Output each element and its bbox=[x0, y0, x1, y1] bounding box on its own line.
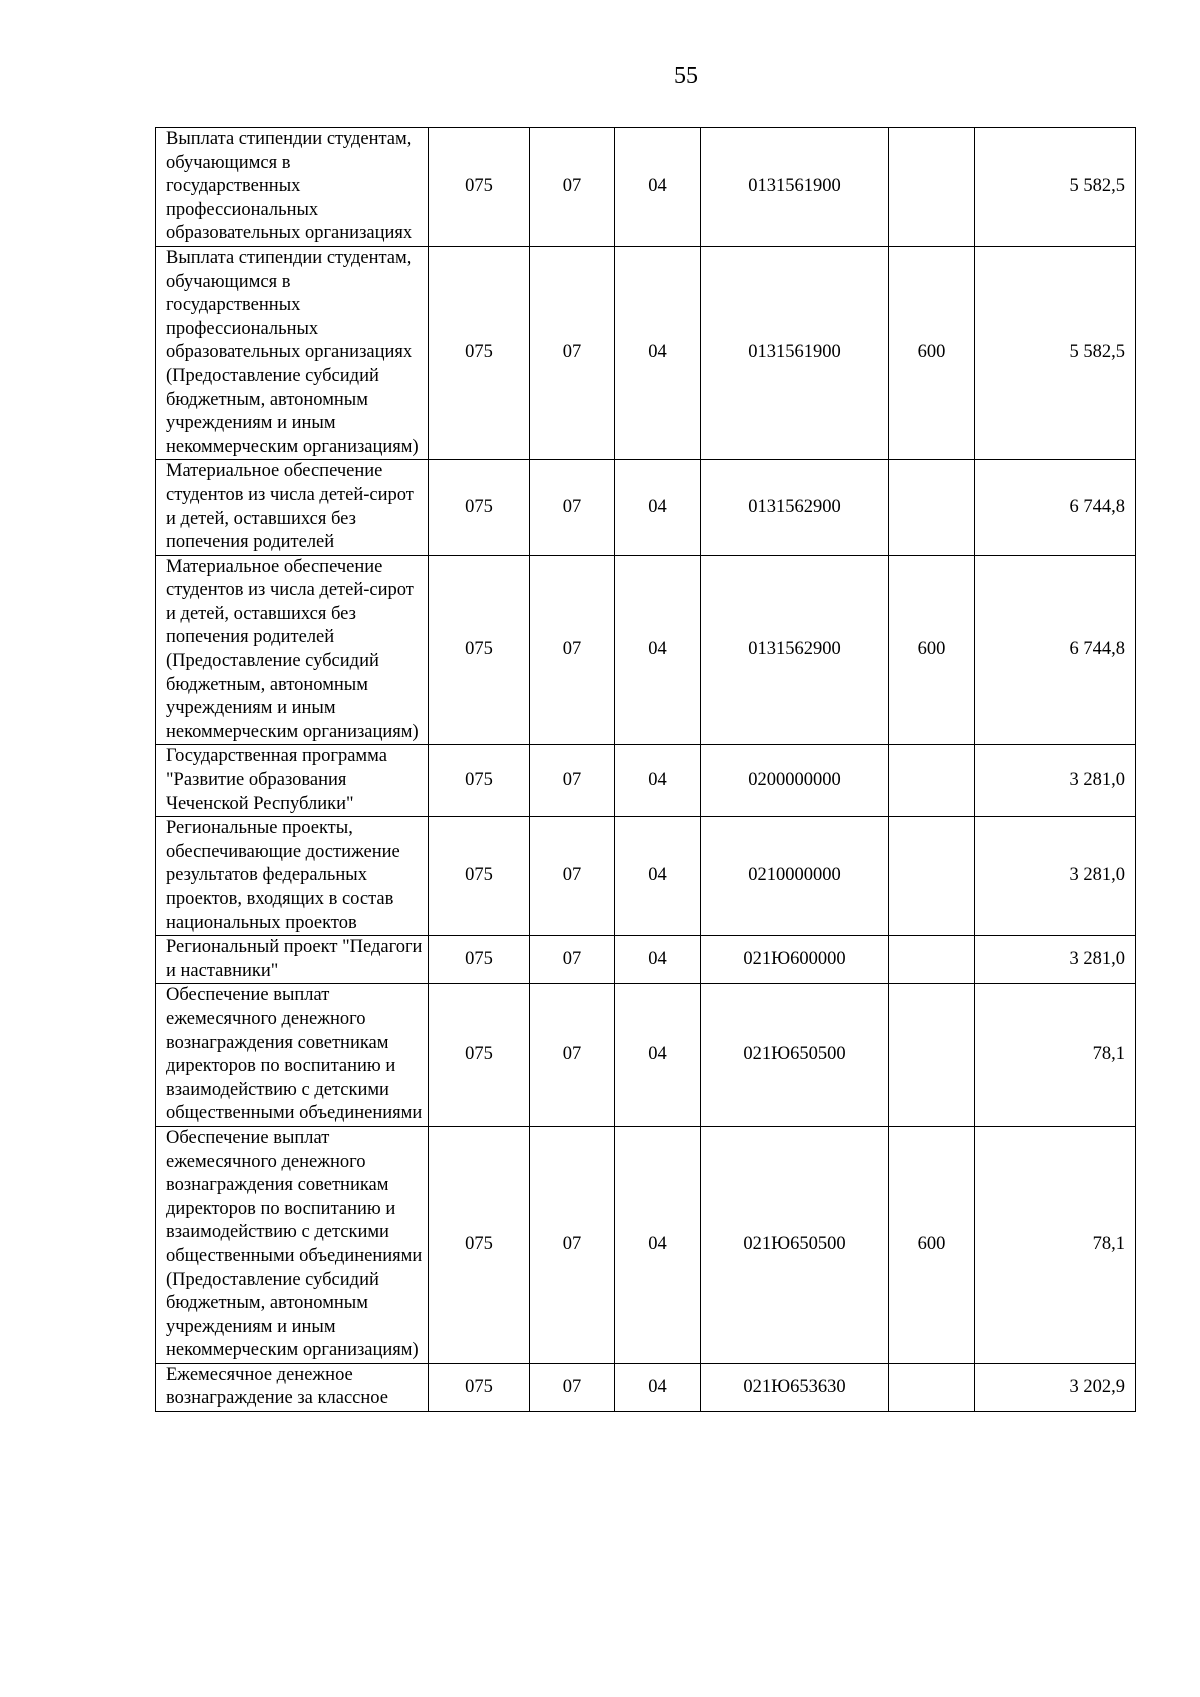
table-row bbox=[156, 745, 1136, 817]
row-sum: 78,1 bbox=[975, 1126, 1136, 1363]
row-grbs: 075 bbox=[429, 460, 530, 555]
row-sum: 3 202,9 bbox=[975, 1363, 1136, 1411]
table-row bbox=[156, 128, 1136, 247]
table-row bbox=[156, 246, 1136, 459]
row-vr: 600 bbox=[889, 246, 975, 459]
row-name: Материальное обеспечение студентов из числа детей-сирот и детей, оставшихся без попечения родителей bbox=[156, 460, 429, 555]
row-sum: 3 281,0 bbox=[975, 936, 1136, 984]
row-name: Региональный проект "Педагоги и наставники" bbox=[156, 936, 429, 984]
row-pr: 04 bbox=[615, 984, 701, 1127]
row-pr: 04 bbox=[615, 1363, 701, 1411]
budget-table bbox=[155, 127, 1136, 1412]
page-number: 55 bbox=[674, 63, 698, 89]
row-grbs: 075 bbox=[429, 555, 530, 745]
row-csr: 021Ю650500 bbox=[701, 1126, 889, 1363]
row-sum: 5 582,5 bbox=[975, 246, 1136, 459]
row-grbs: 075 bbox=[429, 128, 530, 247]
row-grbs: 075 bbox=[429, 1363, 530, 1411]
row-grbs: 075 bbox=[429, 984, 530, 1127]
row-rz: 07 bbox=[530, 246, 615, 459]
row-vr bbox=[889, 817, 975, 936]
row-csr: 0131561900 bbox=[701, 128, 889, 247]
row-grbs: 075 bbox=[429, 936, 530, 984]
row-grbs: 075 bbox=[429, 1126, 530, 1363]
row-rz: 07 bbox=[530, 745, 615, 817]
row-pr: 04 bbox=[615, 555, 701, 745]
row-sum: 78,1 bbox=[975, 984, 1136, 1127]
row-sum: 6 744,8 bbox=[975, 555, 1136, 745]
row-grbs: 075 bbox=[429, 817, 530, 936]
row-name: Материальное обеспечение студентов из числа детей-сирот и детей, оставшихся без попечения родителей (Предоставление субсидий бюджетным, автономным учреждениям и иным некоммерческим организациям) bbox=[156, 555, 429, 745]
row-rz: 07 bbox=[530, 936, 615, 984]
row-pr: 04 bbox=[615, 745, 701, 817]
table-row bbox=[156, 817, 1136, 936]
row-csr: 0131561900 bbox=[701, 246, 889, 459]
row-pr: 04 bbox=[615, 936, 701, 984]
row-rz: 07 bbox=[530, 460, 615, 555]
row-rz: 07 bbox=[530, 984, 615, 1127]
row-rz: 07 bbox=[530, 1126, 615, 1363]
row-vr bbox=[889, 745, 975, 817]
table-row bbox=[156, 984, 1136, 1127]
row-vr bbox=[889, 984, 975, 1127]
row-sum: 5 582,5 bbox=[975, 128, 1136, 247]
row-pr: 04 bbox=[615, 460, 701, 555]
table-row bbox=[156, 460, 1136, 555]
table-row bbox=[156, 936, 1136, 984]
row-sum: 3 281,0 bbox=[975, 817, 1136, 936]
row-rz: 07 bbox=[530, 817, 615, 936]
row-csr: 021Ю653630 bbox=[701, 1363, 889, 1411]
row-pr: 04 bbox=[615, 246, 701, 459]
row-csr: 0210000000 bbox=[701, 817, 889, 936]
row-name: Обеспечение выплат ежемесячного денежного вознаграждения советникам директоров по воспитанию и взаимодействию с детскими общественными объединениями bbox=[156, 984, 429, 1127]
row-vr: 600 bbox=[889, 555, 975, 745]
row-pr: 04 bbox=[615, 1126, 701, 1363]
row-name: Обеспечение выплат ежемесячного денежного вознаграждения советникам директоров по воспитанию и взаимодействию с детскими общественными объединениями (Предоставление субсидий бюджетным, автономным учреждениям и иным некоммерческим организациям) bbox=[156, 1126, 429, 1363]
row-name: Выплата стипендии студентам, обучающимся в государственных профессиональных образовательных организациях (Предоставление субсидий бюджетным, автономным учреждениям и иным некоммерческим организациям) bbox=[156, 246, 429, 459]
row-grbs: 075 bbox=[429, 246, 530, 459]
row-pr: 04 bbox=[615, 128, 701, 247]
row-csr: 021Ю650500 bbox=[701, 984, 889, 1127]
row-rz: 07 bbox=[530, 1363, 615, 1411]
table-row bbox=[156, 1126, 1136, 1363]
row-vr bbox=[889, 128, 975, 247]
row-name: Государственная программа "Развитие образования Чеченской Республики" bbox=[156, 745, 429, 817]
row-sum: 6 744,8 bbox=[975, 460, 1136, 555]
table-row bbox=[156, 555, 1136, 745]
row-rz: 07 bbox=[530, 555, 615, 745]
row-rz: 07 bbox=[530, 128, 615, 247]
row-vr bbox=[889, 460, 975, 555]
row-grbs: 075 bbox=[429, 745, 530, 817]
table-row bbox=[156, 1363, 1136, 1411]
row-csr: 0131562900 bbox=[701, 555, 889, 745]
row-name: Региональные проекты, обеспечивающие достижение результатов федеральных проектов, входящих в состав национальных проектов bbox=[156, 817, 429, 936]
row-csr: 0200000000 bbox=[701, 745, 889, 817]
row-csr: 0131562900 bbox=[701, 460, 889, 555]
row-csr: 021Ю600000 bbox=[701, 936, 889, 984]
row-pr: 04 bbox=[615, 817, 701, 936]
row-vr: 600 bbox=[889, 1126, 975, 1363]
row-name: Ежемесячное денежное вознаграждение за классное bbox=[156, 1363, 429, 1411]
row-sum: 3 281,0 bbox=[975, 745, 1136, 817]
row-vr bbox=[889, 1363, 975, 1411]
row-vr bbox=[889, 936, 975, 984]
row-name: Выплата стипендии студентам, обучающимся в государственных профессиональных образовательных организациях bbox=[156, 128, 429, 247]
